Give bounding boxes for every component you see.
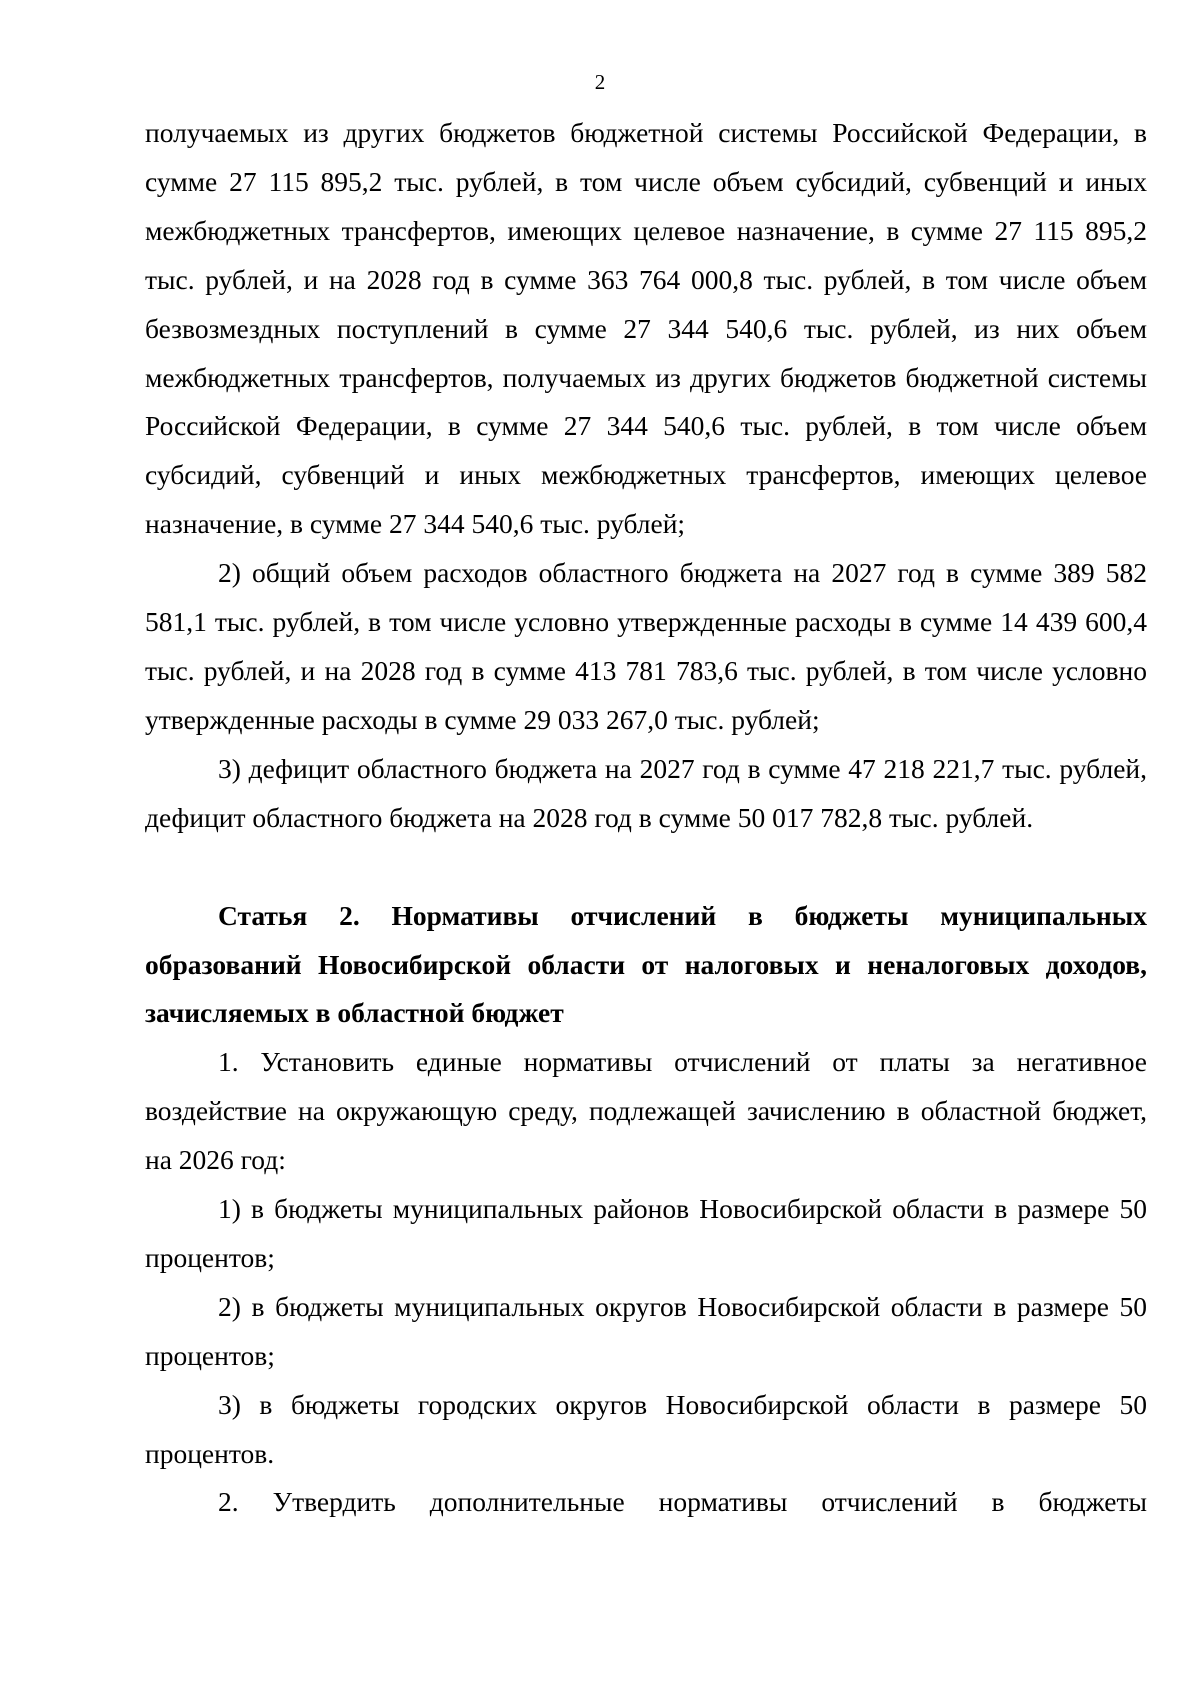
- paragraph-additional-norms: 2. Утвердить дополнительные нормативы отчислений в бюджеты: [218, 1486, 1147, 1518]
- paragraph-expenditures: 2) общий объем расходов областного бюджета на 2027 год в сумме 389 582 581,1 тыс. рублей, в том числе условно утвержденные расходы в сумме 14 439 600,4 тыс. рублей, и на 2028 год в сумме 413 781 783,6 тыс. рублей, в том числе условно утвержденные расходы в сумме 29 033 267,0 тыс. рублей;: [145, 557, 1147, 735]
- article-heading: Статья 2. Нормативы отчислений в бюджеты муниципальных образований Новосибирской области от налоговых и неналоговых доходов, зачисляемых в областной бюджет: [145, 899, 1147, 1029]
- paragraph-uniform-norms: 1. Установить единые нормативы отчислений от платы за негативное воздействие на окружающую среду, подлежащей зачислению в областной бюджет, на 2026 год:: [145, 1046, 1147, 1176]
- document-body: [145, 109, 1147, 1527]
- paragraph-revenue-continuation: получаемых из других бюджетов бюджетной системы Российской Федерации, в сумме 27 115 895,2 тыс. рублей, в том числе объем субсидий, субвенций и иных межбюджетных трансфертов, имеющих целевое назначение, в сумме 27 115 895,2 тыс. рублей, и на 2028 год в сумме 363 764 000,8 тыс. рублей, в том числе объем безвозмездных поступлений в сумме 27 344 540,6 тыс. рублей, из них объем межбюджетных трансфертов, получаемых из других бюджетов бюджетной системы Российской Федерации, в сумме 27 344 540,6 тыс. рублей, в том числе объем субсидий, субвенций и иных межбюджетных трансфертов, имеющих целевое назначение, в сумме 27 344 540,6 тыс. рублей;: [145, 117, 1147, 540]
- page-number: 2: [594, 70, 606, 94]
- paragraph-deficit: 3) дефицит областного бюджета на 2027 год в сумме 47 218 221,7 тыс. рублей, дефицит областного бюджета на 2028 год в сумме 50 017 782,8 тыс. рублей.: [145, 752, 1147, 833]
- list-item-city-okrugs: 3) в бюджеты городских округов Новосибирской области в размере 50 процентов.: [145, 1388, 1147, 1469]
- list-item-municipal-okrugs: 2) в бюджеты муниципальных округов Новосибирской области в размере 50 процентов;: [145, 1290, 1147, 1371]
- list-item-municipal-districts: 1) в бюджеты муниципальных районов Новосибирской области в размере 50 процентов;: [145, 1193, 1147, 1273]
